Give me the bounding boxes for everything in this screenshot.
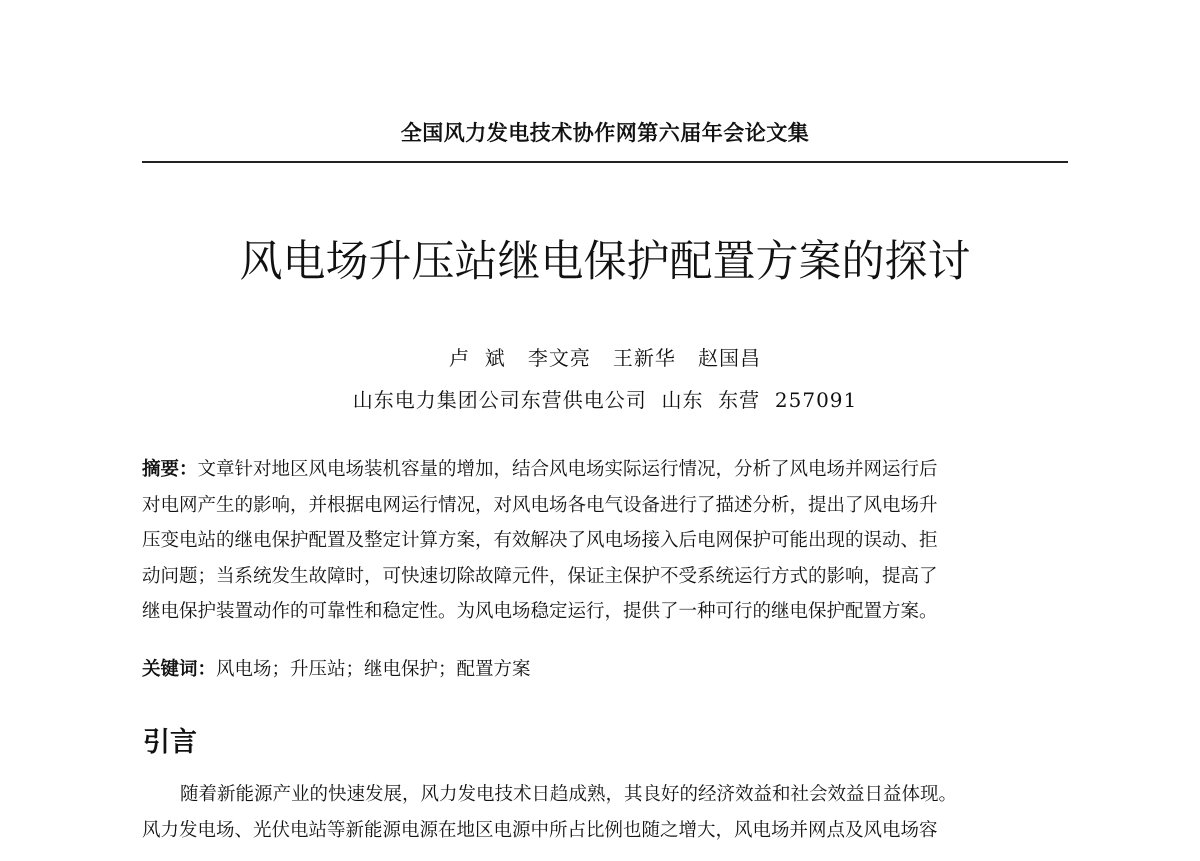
body-line: 风力发电场、光伏电站等新能源电源在地区电源中所占比例也随之增大，风电场并网点及风电场容 (142, 819, 938, 841)
running-header: 全国风力发电技术协作网第六届年会论文集 (400, 121, 810, 145)
abstract-line: 对电网产生的影响，并根据电网运行情况，对风电场各电气设备进行了描述分析，提出了风电场升 (142, 494, 938, 516)
body-line: 随着新能源产业的快速发展，风力发电技术日趋成熟，其良好的经济效益和社会效益日益体现。 (180, 784, 958, 805)
keywords-label: 关键词： (142, 659, 217, 680)
abstract-line: 压变电站的继电保护配置及整定计算方案，有效解决了风电场接入后电网保护可能出现的误动、拒 (142, 530, 938, 552)
abstract-line: 动问题；当系统发生故障时，可快速切除故障元件，保证主保护不受系统运行方式的影响，提高了 (142, 565, 938, 587)
abstract-line: 继电保护装置动作的可靠性和稳定性。为风电场稳定运行，提供了一种可行的继电保护配置方案。 (142, 601, 938, 623)
abstract (142, 452, 1072, 630)
keywords-text: 风电场；升压站；继电保护；配置方案 (216, 659, 531, 680)
section-heading-introduction: 引言 (143, 727, 197, 758)
abstract-text: 文章针对地区风电场装机容量的增加，结合风电场实际运行情况，分析了风电场并网运行后 (197, 459, 938, 480)
author-affiliation: 山东电力集团公司东营供电公司 山东 东营 257091 (352, 388, 858, 412)
abstract-label: 摘要： (142, 459, 198, 480)
paper-title: 风电场升压站继电保护配置方案的探讨 (239, 237, 971, 287)
author-list: 卢 斌 李文亮 王新华 赵国昌 (449, 346, 761, 370)
abstract-line (142, 452, 1072, 488)
header-rule (142, 161, 1068, 163)
keywords (142, 654, 1072, 686)
body-text (142, 777, 1072, 848)
